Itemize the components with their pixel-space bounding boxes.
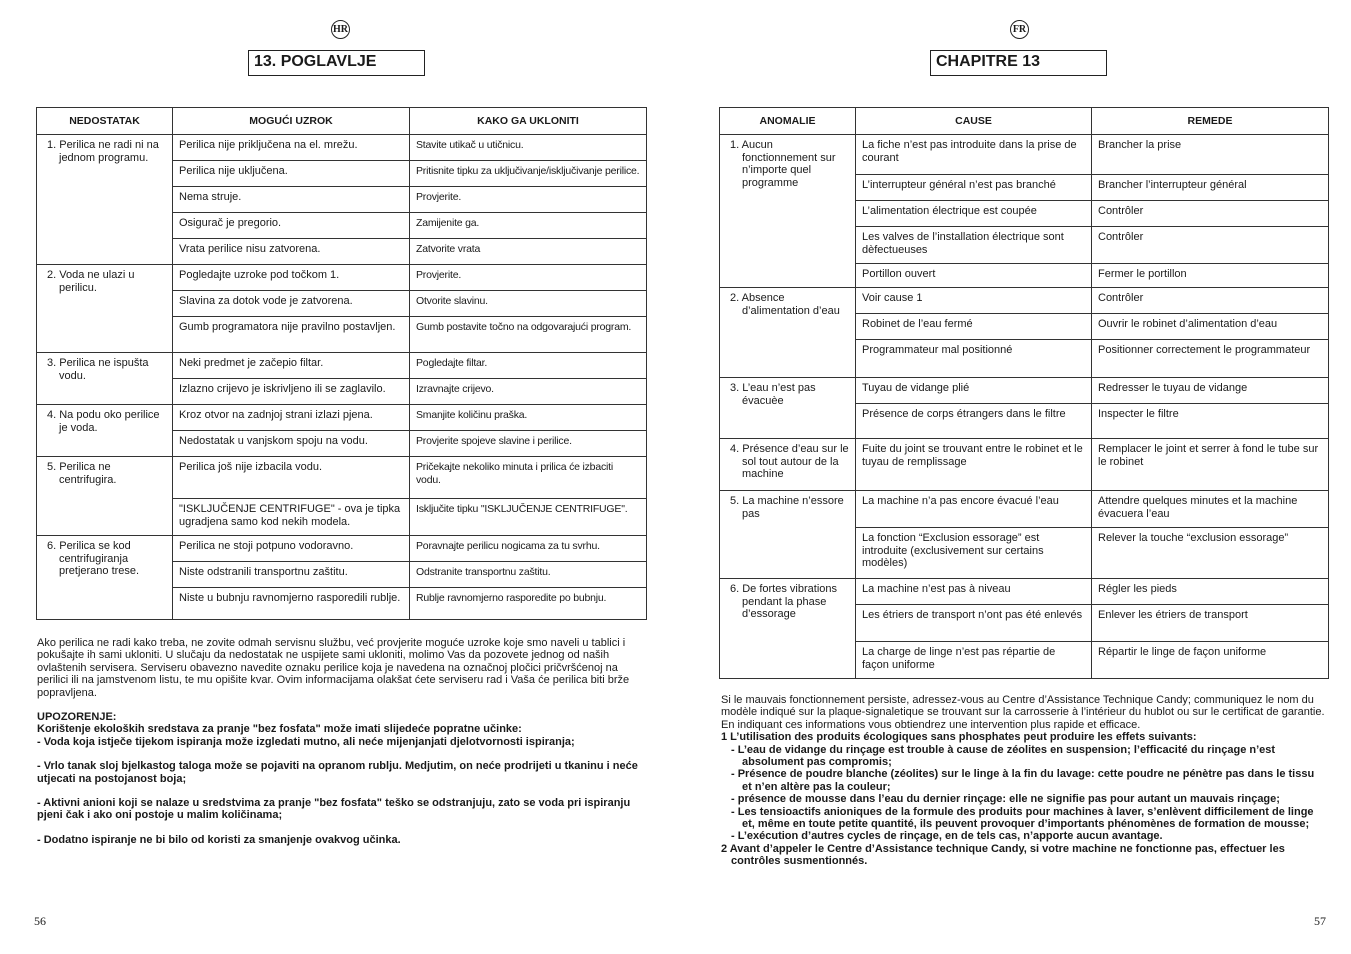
remedy-cell: Gumb postavite točno na odgovarajući program. — [410, 317, 647, 353]
remedy-cell: Provjerite. — [410, 265, 647, 291]
remedy-cell: Remplacer le joint et serrer à fond le tube sur le robinet — [1092, 439, 1329, 491]
problem-cell — [720, 439, 856, 491]
intro-paragraph: Si le mauvais fonctionnement persiste, adressez-vous au Centre d’Assistance Technique Candy; communiquez le nom du modèle indiqué sur la plaque-signaletique se trouvant sur la carrosserie à l’intérieur du hublot ou sur le certificat de garantie. — [721, 694, 1325, 719]
table-row — [37, 135, 647, 161]
cause-cell: Portillon ouvert — [856, 264, 1092, 288]
cause-cell: L’interrupteur général n’est pas branché — [856, 175, 1092, 201]
language-badge-fr: FR — [1010, 20, 1029, 39]
language-badge-hr: HR — [331, 20, 350, 39]
cause-cell: Robinet de l’eau fermé — [856, 314, 1092, 340]
problem-cell — [37, 536, 173, 620]
page-number: 56 — [34, 914, 46, 928]
remedy-cell: Pritisnite tipku za uključivanje/isključivanje perilice. — [410, 161, 647, 187]
remedy-cell: Odstranite transportnu zaštitu. — [410, 562, 647, 588]
problem-cell — [37, 353, 173, 405]
cause-cell: La fonction “Exclusion essorage” est introduite (exclusivement sur certains modèles) — [856, 528, 1092, 579]
cause-cell: Perilica nije uključena. — [173, 161, 410, 187]
column-header-remedy: KAKO GA UKLONITI — [410, 108, 647, 135]
problem-text: 6. De fortes vibrations pendant la phase d’essorage — [730, 583, 837, 620]
remedy-cell: Brancher la prise — [1092, 135, 1329, 175]
cause-cell: Kroz otvor na zadnjoj strani izlazi pjena. — [173, 405, 410, 431]
remedy-cell: Stavite utikač u utičnicu. — [410, 135, 647, 161]
cause-cell: Slavina za dotok vode je zatvorena. — [173, 291, 410, 317]
cause-cell: La machine n’est pas à niveau — [856, 579, 1092, 605]
cause-cell: Niste odstranili transportnu zaštitu. — [173, 562, 410, 588]
cause-cell: La machine n’a pas encore évacué l’eau — [856, 491, 1092, 528]
table-row — [37, 457, 647, 499]
remedy-cell: Otvorite slavinu. — [410, 291, 647, 317]
warning-title: UPOZORENJE: — [37, 711, 117, 724]
point-2: 2 Avant d’appeler le Centre d’Assistance technique Candy, si votre machine ne fonctionne pas, effectuer les contrôles susmentionnés. — [721, 842, 1285, 868]
remedy-cell: Enlever les étriers de transport — [1092, 605, 1329, 642]
table-row — [720, 135, 1329, 175]
cause-cell: L’alimentation électrique est coupée — [856, 201, 1092, 227]
problem-cell — [37, 135, 173, 265]
effects-list — [721, 744, 1325, 843]
problem-cell — [37, 457, 173, 536]
chapter-title: CHAPITRE 13 — [930, 50, 1107, 76]
problem-cell — [720, 579, 856, 679]
warning-item: - Voda koja istječe tijekom ispiranja može izgledati mutno, ali neće mijenjanjati djelotvornosti ispiranja; — [37, 735, 575, 748]
problem-text: 3. Perilica ne ispušta vodu. — [47, 357, 149, 382]
table-row — [37, 405, 647, 431]
cause-cell: Tuyau de vidange plié — [856, 378, 1092, 404]
cause-cell: Niste u bubnju ravnomjerno rasporedili rublje. — [173, 588, 410, 620]
warning-lead: Korištenje ekoloških sredstava za pranje "bez fosfata" može imati slijedeće popratne učinke: — [37, 723, 522, 736]
cause-cell: La charge de linge n’est pas répartie de façon uniforme — [856, 642, 1092, 679]
cause-cell: Programmateur mal positionné — [856, 340, 1092, 378]
remedy-cell: Provjerite. — [410, 187, 647, 213]
troubleshooting-table — [36, 107, 647, 620]
problem-text: 3. L’eau n’est pas évacuèe — [730, 382, 816, 407]
remedy-cell: Izravnajte crijevo. — [410, 379, 647, 405]
cause-cell: Voir cause 1 — [856, 288, 1092, 314]
intro-paragraph-2: En indiquant ces informations vous obtiendrez une intervention plus rapide et efficace. — [721, 718, 1141, 731]
cause-cell: Izlazno crijevo je iskrivljeno ili se zaglavilo. — [173, 379, 410, 405]
remedy-cell: Contrôler — [1092, 288, 1329, 314]
problem-text: 2. Voda ne ulazi u perilicu. — [47, 269, 135, 294]
cause-cell: Perilica još nije izbacila vodu. — [173, 457, 410, 499]
table-row — [37, 536, 647, 562]
warning-item: - Aktivni anioni koji se nalaze u sredstvima za pranje "bez fosfata" teško se odstranjuju, zato se voda pri ispiranju pjeni čak i ako oni postoje u malim količinama; — [37, 797, 631, 822]
remedy-cell: Contrôler — [1092, 227, 1329, 264]
remedy-cell: Pričekajte nekoliko minuta i prilica će izbaciti vodu. — [410, 457, 647, 499]
problem-cell — [720, 135, 856, 288]
remedy-cell: Smanjite količinu praška. — [410, 405, 647, 431]
problem-text: 4. Na podu oko perilice je voda. — [47, 409, 160, 434]
cause-cell: Vrata perilice nisu zatvorena. — [173, 239, 410, 265]
remedy-cell: Poravnajte perilicu nogicama za tu svrhu. — [410, 536, 647, 562]
warning-item: - Dodatno ispiranje ne bi bilo od koristi za smanjenje ovakvog učinka. — [37, 833, 401, 846]
problem-text: 1. Aucun fonctionnement sur n’importe quel programme — [730, 139, 836, 189]
table-body — [720, 135, 1329, 679]
table-row — [720, 288, 1329, 314]
remedy-cell: Ouvrir le robinet d’alimentation d’eau — [1092, 314, 1329, 340]
remedy-cell: Relever la touche “exclusion essorage” — [1092, 528, 1329, 579]
column-header-cause: MOGUĆI UZROK — [173, 108, 410, 135]
table-row — [720, 378, 1329, 404]
cause-cell: Nedostatak u vanjskom spoju na vodu. — [173, 431, 410, 457]
remedy-cell: Zamijenite ga. — [410, 213, 647, 239]
problem-cell — [720, 378, 856, 439]
cause-cell: Gumb programatora nije pravilno postavljen. — [173, 317, 410, 353]
remedy-cell: Zatvorite vrata — [410, 239, 647, 265]
problem-cell — [720, 288, 856, 378]
problem-text: 5. Perilica ne centrifugira. — [47, 461, 117, 486]
remedy-cell: Isključite tipku "ISKLJUČENJE CENTRIFUGE". — [410, 499, 647, 536]
table-row — [720, 439, 1329, 491]
problem-cell — [720, 491, 856, 579]
remedy-cell: Régler les pieds — [1092, 579, 1329, 605]
problem-text: 1. Perilica ne radi ni na jednom programu. — [47, 139, 159, 164]
cause-cell: Perilica nije priključena na el. mrežu. — [173, 135, 410, 161]
remedy-cell: Contrôler — [1092, 201, 1329, 227]
remedy-cell: Brancher l’interrupteur général — [1092, 175, 1329, 201]
cause-cell: Pogledajte uzroke pod točkom 1. — [173, 265, 410, 291]
problem-text: 5. La machine n’essore pas — [730, 495, 844, 520]
cause-cell: Perilica ne stoji potpuno vodoravno. — [173, 536, 410, 562]
column-header-cause: CAUSE — [856, 108, 1092, 135]
table-row — [37, 265, 647, 291]
remedy-cell: Rublje ravnomjerno rasporedite po bubnju. — [410, 588, 647, 620]
problem-cell — [37, 265, 173, 353]
cause-cell: "ISKLJUČENJE CENTRIFUGE" - ova je tipka ugradjena samo kod nekih modela. — [173, 499, 410, 536]
column-header-problem: NEDOSTATAK — [37, 108, 173, 135]
problem-text: 2. Absence d’alimentation d’eau — [730, 292, 840, 317]
cause-cell: Les valves de l’installation électrique sont dèfectueuses — [856, 227, 1092, 264]
problem-cell — [37, 405, 173, 457]
remedy-cell: Inspecter le filtre — [1092, 404, 1329, 439]
troubleshooting-table — [719, 107, 1329, 679]
cause-cell: Neki predmet je začepio filtar. — [173, 353, 410, 379]
page-left-hr — [0, 0, 675, 954]
problem-text: 4. Présence d’eau sur le sol tout autour de la machine — [730, 443, 849, 480]
problem-text: 6. Perilica se kod centrifugiranja pretjerano trese. — [47, 540, 140, 577]
cause-cell: Les étriers de transport n’ont pas été enlevés — [856, 605, 1092, 642]
remedy-cell: Positionner correctement le programmateur — [1092, 340, 1329, 378]
page-right-fr — [676, 0, 1351, 954]
cause-cell: Fuite du joint se trouvant entre le robinet et le tuyau de remplissage — [856, 439, 1092, 491]
table-body — [37, 135, 647, 620]
list-item: - L’eau de vidange du rinçage est trouble à cause de zéolites en suspension; l’efficacité du rinçage n’est absolument pas compromis; — [731, 743, 1276, 769]
service-note — [721, 694, 1325, 868]
column-header-problem: ANOMALIE — [720, 108, 856, 135]
remedy-cell: Attendre quelques minutes et la machine évacuera l’eau — [1092, 491, 1329, 528]
remedy-cell: Fermer le portillon — [1092, 264, 1329, 288]
cause-cell: Osigurač je pregorio. — [173, 213, 410, 239]
chapter-title: 13. POGLAVLJE — [248, 50, 425, 76]
remedy-cell: Redresser le tuyau de vidange — [1092, 378, 1329, 404]
column-header-remedy: REMEDE — [1092, 108, 1329, 135]
page-number: 57 — [1314, 914, 1326, 928]
intro-paragraph: Ako perilica ne radi kako treba, ne zovite odmah servisnu službu, već provjerite moguće uzroke koje smo naveli u tablici i pokušajte ih sami ukloniti. U slučaju da nedostatak ne uspijete sami ukloniti, molimo Vas da pozovete jednog od naših ovlaštenih servisera. Serviseru obavezno navedite oznaku perilice koja je navedena na označnoj pločici pričvršćenoj na perilici ili na jamstvenom listu, te mu opišite kvar. Ovim informacijama olakšat ćete serviseru rad i Vaša će perilica biti brže popravljena. — [37, 637, 630, 699]
cause-cell: La fiche n’est pas introduite dans la prise de courant — [856, 135, 1092, 175]
warning-item: - Vrlo tanak sloj bjelkastog taloga može se pojaviti na opranom rublju. Medjutim, on neće prodrijeti u tkaninu i neće utjecati na postojanost boja; — [37, 760, 638, 785]
list-item: - Les tensioactifs anioniques de la formule des produits pour machines à laver, s’enlèvent difficilement de linge et, même en toute petite quantité, ils peuvent provoquer d’importants phénomènes de formation de mousse; — [731, 805, 1314, 831]
service-note — [37, 637, 647, 846]
list-item: - L’exécution d’autres cycles de rinçage, en de tels cas, n’apporte aucun avantage. — [731, 830, 1163, 843]
cause-cell: Présence de corps étrangers dans le filtre — [856, 404, 1092, 439]
remedy-cell: Provjerite spojeve slavine i perilice. — [410, 431, 647, 457]
table-row — [720, 579, 1329, 605]
table-row — [37, 353, 647, 379]
cause-cell: Nema struje. — [173, 187, 410, 213]
list-item: - présence de mousse dans l’eau du dernier rinçage: elle ne signifie pas pour autant un mauvais rinçage; — [731, 793, 1280, 806]
table-row — [720, 491, 1329, 528]
point-1: 1 L’utilisation des produits écologiques sans phosphates peut produire les effets suivants: — [721, 731, 1197, 744]
remedy-cell: Répartir le linge de façon uniforme — [1092, 642, 1329, 679]
list-item: - Présence de poudre blanche (zéolites) sur le linge à la fin du lavage: cette poudre ne pénètre pas dans le tissu et n’en altère pas la couleur; — [731, 768, 1315, 793]
remedy-cell: Pogledajte filtar. — [410, 353, 647, 379]
